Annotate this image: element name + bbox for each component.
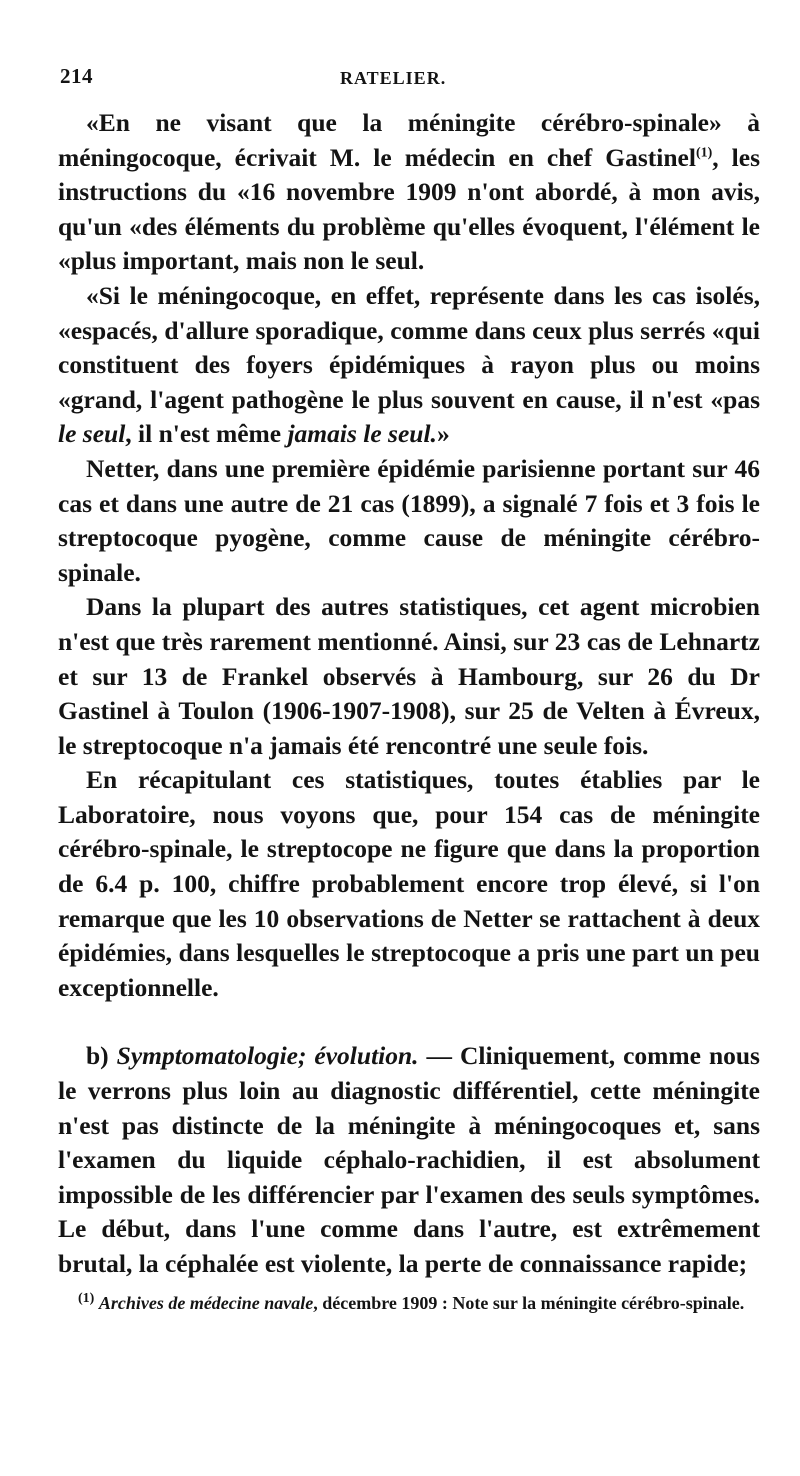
emphasis-jamais-le-seul: jamais le seul.: [287, 419, 437, 449]
body-text: [58, 106, 760, 1282]
page-number: 214: [60, 64, 93, 88]
paragraph-statistics: Dans la plupart des autres statistiques, cet agent microbien n'est que très rarement mentionné. Ainsi, sur 23 cas de Lehnartz et sur 13 de Frankel observés à Hambourg, sur 26 du Dr Gastinel à Toulon (1906-1907-1908), sur 25 de Velten à Évreux, le streptocoque n'a jamais été rencontré une seule fois.: [58, 592, 760, 760]
paragraph-recap: En récapitulant ces statistiques, toutes établies par le Laboratoire, nous voyons que, pour 154 cas de méningite cérébro-spinale, le streptocope ne figure que dans la proportion de 6.4 p. 100, chiffre probablement encore trop élevé, si l'on remarque que les 10 observations de Netter se rattachent à deux épidémies, dans lesquelles le streptocoque a pris une part un peu exceptionnelle.: [58, 765, 760, 1002]
paragraph-quote-1: «En ne visant que la méningite cérébro-spinale» à méningocoque, écrivait M. le médecin en chef Gastinel$^{(1)}$, les instructions du «16 novembre 1909 n'ont abordé, à mon avis, qu'un «des éléments du problème qu'elles évoquent, l'élément le «plus important, mais non le seul.: [58, 108, 760, 276]
paragraph-netter: Netter, dans une première épidémie parisienne portant sur 46 cas et dans une autre de 21 cas (1899), a signalé 7 fois et 3 fois le streptocoque pyogène, comme cause de méningite cérébro-spinale.: [58, 453, 760, 587]
paragraph-symptomatology: b) Symptomatologie; évolution. — Cliniquement, comme nous le verrons plus loin au diagnostic différentiel, cette méningite n'est pas distincte de la méningite à méningocoques et, sans l'examen du liquide céphalo-rachidien, il est absolument impossible de les différencier par l'examen des seuls symptômes. Le début, dans l'une comme dans l'autre, est extrêmement brutal, la céphalée est violente, la perte de connaissance rapide;: [58, 1041, 760, 1278]
footnote-source-title: Archives de médecine navale: [98, 1293, 314, 1313]
footnote-marker: (1): [78, 1291, 95, 1306]
emphasis-le-seul: le seul: [58, 419, 126, 449]
paragraph-quote-2: «Si le méningocoque, en effet, représente dans les cas isolés, «espacés, d'allure sporadique, comme dans ceux plus serrés «qui constituent des foyers épidémiques à rayon plus ou moins «grand, l'agent pathogène le plus souvent en cause, il n'est «pas le seul, il n'est même jamais le seul.»: [58, 280, 760, 449]
running-head: RATELIER.: [340, 68, 447, 88]
footnote: [50, 1290, 760, 1316]
section-heading-symptomatology: Symptomatologie; évolution.: [116, 1041, 419, 1071]
footnote-reference: (1): [695, 145, 713, 161]
page-header: [60, 60, 760, 100]
footnote-text: , décembre 1909 : Note sur la méningite cérébro-spinale.: [313, 1293, 745, 1313]
